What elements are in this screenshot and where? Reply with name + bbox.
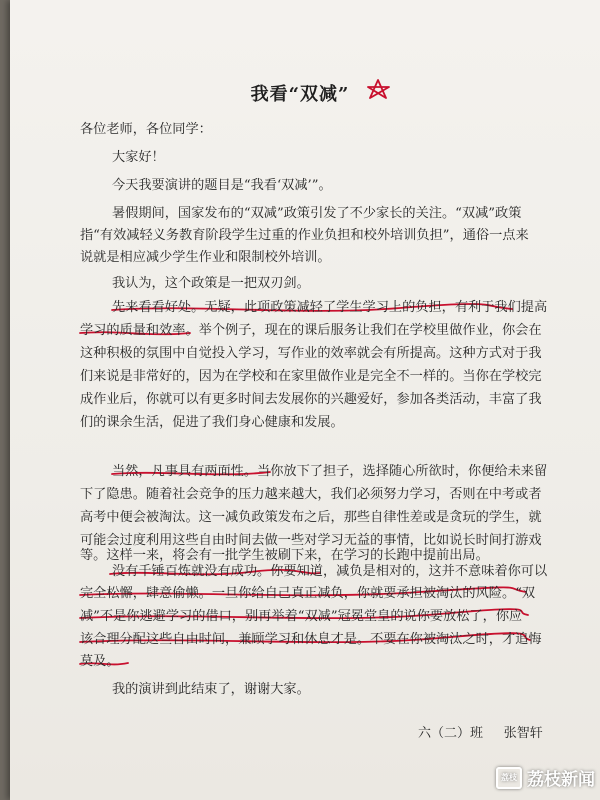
body-line: 们的课余生活，促进了我们身心健康和发展。: [80, 415, 344, 430]
body-line: 可能会过度利用这些自由时间去做一些对学习无益的事情，比如说长时间打游戏: [80, 533, 542, 548]
watermark: [496, 765, 595, 790]
body-line: 学习的质量和效率。举个例子，现在的课后服务让我们在学校里做作业，你会在: [80, 323, 542, 338]
watermark-brand: 荔枝新闻: [527, 770, 595, 790]
body-line: 暑假期间，国家发布的“双减”政策引发了不少家长的关注。“双减”政策: [112, 206, 522, 221]
body-line: 下了隐患。随着社会竞争的压力越来越大，我们必须努力学习，否则在中考或者: [80, 487, 542, 502]
body-line: 减”不是你逃避学习的借口，别再举着“双减”冠冕堂皇的说你要放松了，你应: [80, 609, 523, 624]
body-line: 今天我要演讲的题目是“我看‘双减’”。: [112, 178, 332, 193]
body-line: 高考中便会被淘汰。这一减负政策发布之后，那些自律性差或是贪玩的学生，就: [80, 510, 542, 525]
body-line: 没有千锤百炼就没有成功。你要知道，减负是相对的，这并不意味着你可以: [112, 564, 548, 579]
body-line: 们来说是非常好的，因为在学校和在家里做作业是完全不一样的。当你在学校完: [80, 369, 542, 384]
lizhi-logo-icon: 荔枝: [496, 767, 522, 789]
body-line: 当然，凡事具有两面性。当你放下了担子，选择随心所欲时，你便给未来留: [112, 464, 548, 479]
body-line: 我的演讲到此结束了，谢谢大家。: [112, 682, 310, 697]
body-line: 莫及。: [80, 654, 120, 669]
body-line: 成作业后，你就可以有更多时间去发展你的兴趣爱好，参加各类活动，丰富了我: [80, 392, 542, 407]
body-line: 说就是相应减少学生作业和限制校外培训。: [80, 250, 331, 265]
body-line: 完全松懈，肆意偷懒。一旦你给自己真正减负，你就要承担被淘汰的风险。“双: [80, 586, 536, 601]
body-line: 我认为，这个政策是一把双刃剑。: [112, 276, 310, 291]
body-line: 大家好！: [112, 150, 165, 165]
body-line: 指“有效减轻义务教育阶段学生过重的作业负担和校外培训负担”，通俗一点来: [80, 228, 529, 243]
body-line: 先来看看好处。无疑，此项政策减轻了学生学习上的负担，有利于我们提高: [112, 300, 548, 315]
greeting-line: 各位老师，各位同学：: [80, 122, 212, 137]
page-title: 我看“双减”: [250, 84, 350, 105]
signature-block: [418, 722, 543, 741]
author-name: 张智轩: [503, 726, 543, 741]
body-line: 这种积极的氛围中自觉投入学习，写作业的效率就会有所提高。这种方式对于我: [80, 346, 542, 361]
class-label: 六（二）班: [418, 726, 484, 741]
body-line: 等。这样一来，将会有一批学生被刷下来，在学习的长跑中提前出局。: [80, 548, 489, 563]
body-line: 该合理分配这些自由时间，兼顾学习和休息才是。不要在你被淘汰之时，才追悔: [80, 632, 542, 647]
